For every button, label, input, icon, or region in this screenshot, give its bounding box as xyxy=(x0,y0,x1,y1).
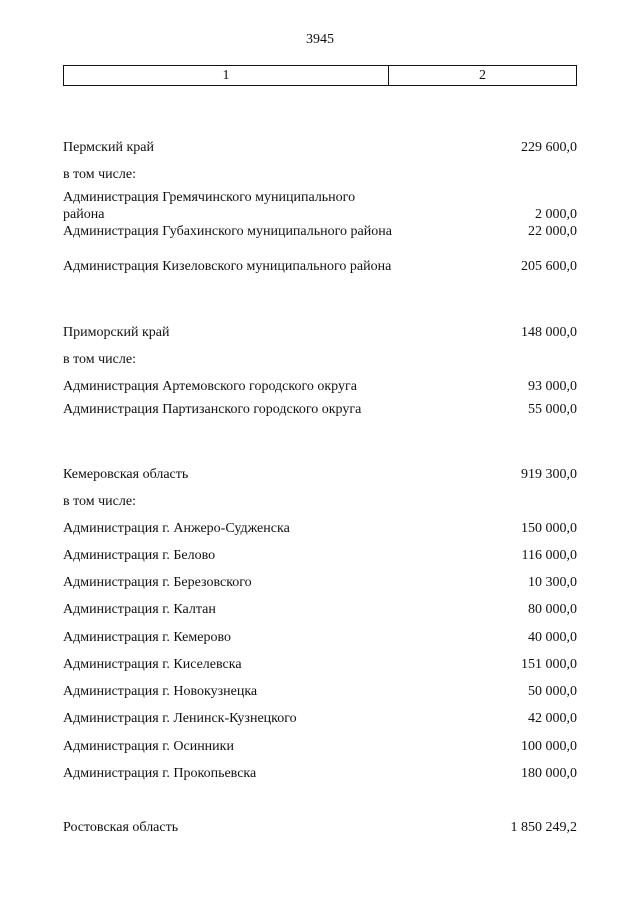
item-label: Администрация г. Анжеро-Судженска xyxy=(63,521,290,536)
table-row xyxy=(63,258,577,275)
table-row xyxy=(63,656,577,673)
item-label: Администрация г. Белово xyxy=(63,548,216,563)
item-value: 22 000,0 xyxy=(528,224,577,239)
region-row-kemerovo xyxy=(63,466,577,483)
region-name: Ростовская область xyxy=(63,820,179,835)
item-label: Администрация г. Калтан xyxy=(63,602,216,617)
region-total: 1 850 249,2 xyxy=(510,820,577,835)
table-row xyxy=(63,765,577,782)
table-row xyxy=(63,401,577,418)
item-label: Администрация Кизеловского муниципального района xyxy=(63,259,392,274)
item-value: 180 000,0 xyxy=(521,766,577,781)
item-value: 10 300,0 xyxy=(528,575,577,590)
item-label: Администрация г. Киселевска xyxy=(63,657,242,672)
item-value: 2 000,0 xyxy=(535,207,577,222)
item-value: 93 000,0 xyxy=(528,379,577,394)
region-total: 229 600,0 xyxy=(521,140,577,155)
page-number: 3945 xyxy=(306,32,334,47)
table-row xyxy=(63,189,577,223)
table-row xyxy=(63,574,577,591)
subhead-text: в том числе: xyxy=(63,494,136,509)
item-value: 40 000,0 xyxy=(528,630,577,645)
item-value: 116 000,0 xyxy=(521,548,577,563)
item-label: Администрация г. Березовского xyxy=(63,575,252,590)
region-row-rostov xyxy=(63,819,577,836)
region-total: 148 000,0 xyxy=(521,325,577,340)
table-row xyxy=(63,520,577,537)
column-header-1: 1 xyxy=(64,66,389,85)
subhead-text: в том числе: xyxy=(63,167,136,182)
item-label: Администрация г. Прокопьевска xyxy=(63,766,257,781)
region-row-perm xyxy=(63,139,577,156)
table-row xyxy=(63,547,577,564)
item-value: 80 000,0 xyxy=(528,602,577,617)
region-name: Приморский край xyxy=(63,325,170,340)
table-row xyxy=(63,601,577,618)
subhead-row xyxy=(63,493,577,510)
subhead-row xyxy=(63,351,577,368)
subhead-text: в том числе: xyxy=(63,352,136,367)
item-label: Администрация Артемовского городского округа xyxy=(63,379,357,394)
table-row xyxy=(63,223,577,240)
subhead-row xyxy=(63,166,577,183)
item-label: Администрация г. Кемерово xyxy=(63,630,231,645)
column-header-2: 2 xyxy=(479,67,486,83)
item-value: 50 000,0 xyxy=(528,684,577,699)
table-row xyxy=(63,629,577,646)
table-row xyxy=(63,378,577,395)
item-value: 55 000,0 xyxy=(528,402,577,417)
item-value: 151 000,0 xyxy=(521,657,577,672)
table-row xyxy=(63,738,577,755)
item-value: 205 600,0 xyxy=(521,259,577,274)
region-total: 919 300,0 xyxy=(521,467,577,482)
item-value: 42 000,0 xyxy=(528,711,577,726)
table-row xyxy=(63,710,577,727)
column-header-table xyxy=(63,65,577,86)
table-row xyxy=(63,683,577,700)
region-name: Кемеровская область xyxy=(63,467,189,482)
item-label: Администрация г. Ленинск-Кузнецкого xyxy=(63,711,297,726)
item-label: Администрация Гремячинского муниципального района xyxy=(63,190,356,222)
item-label: Администрация Партизанского городского округа xyxy=(63,402,362,417)
item-value: 100 000,0 xyxy=(521,739,577,754)
item-value: 150 000,0 xyxy=(521,521,577,536)
item-label: Администрация Губахинского муниципального района xyxy=(63,224,392,239)
item-label: Администрация г. Новокузнецка xyxy=(63,684,258,699)
region-name: Пермский край xyxy=(63,140,154,155)
region-row-primorsky xyxy=(63,324,577,341)
item-label: Администрация г. Осинники xyxy=(63,739,234,754)
